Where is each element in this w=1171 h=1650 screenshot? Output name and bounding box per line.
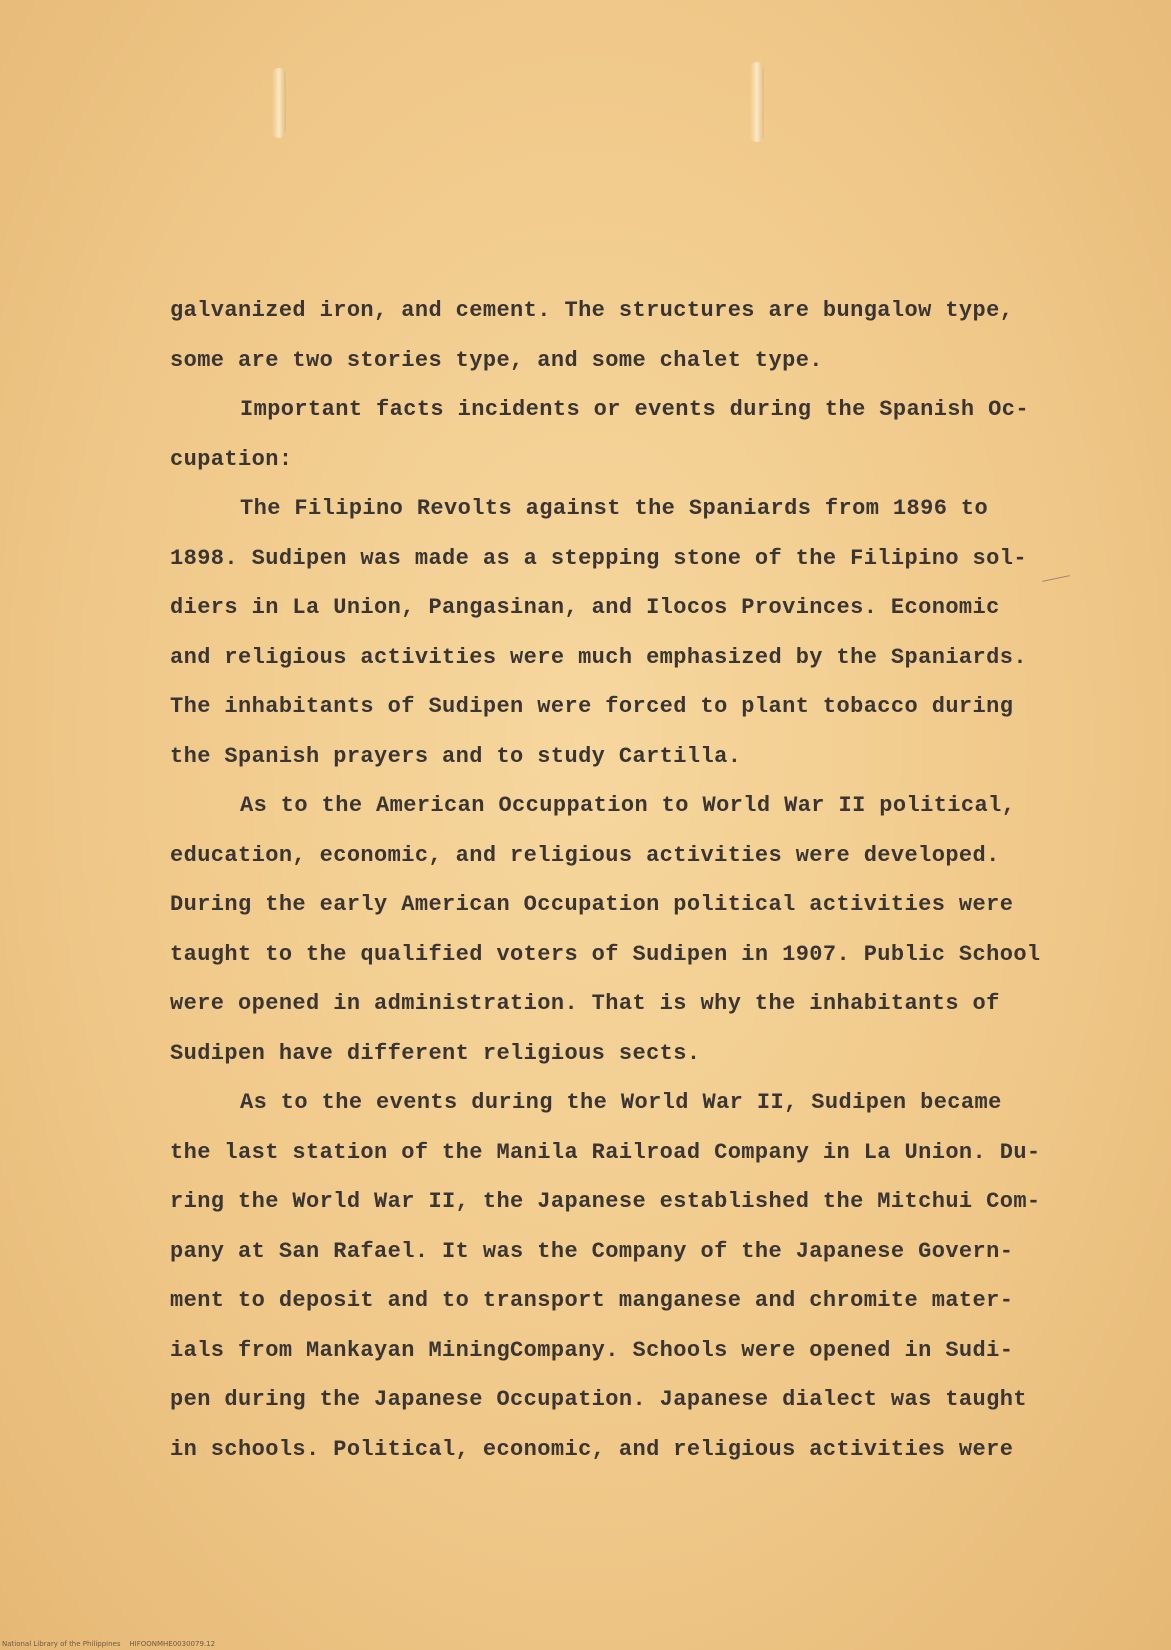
text-line: Important facts incidents or events during the Spanish Oc-	[240, 397, 1029, 422]
text-line: ring the World War II, the Japanese established the Mitchui Com-	[170, 1189, 1041, 1214]
library-footer: National Library of the Philippines HIFOONMHE0030079.12	[2, 1640, 216, 1648]
text-line: As to the events during the World War II, Sudipen became	[240, 1090, 1002, 1115]
paper-fold-left	[272, 68, 286, 138]
text-line: During the early American Occupation political activities were	[170, 892, 1014, 917]
text-line: diers in La Union, Pangasinan, and Ilocos Provinces. Economic	[170, 595, 1000, 620]
text-line: taught to the qualified voters of Sudipen in 1907. Public School	[170, 941, 1041, 967]
text-line: Sudipen have different religious sects.	[170, 1040, 701, 1066]
text-line: education, economic, and religious activities were developed.	[170, 842, 1000, 868]
text-line: were opened in administration. That is why the inhabitants of	[170, 991, 1000, 1016]
text-line: some are two stories type, and some chalet type.	[170, 347, 823, 373]
text-line: in schools. Political, economic, and religious activities were	[170, 1436, 1014, 1462]
text-line: and religious activities were much emphasized by the Spaniards.	[170, 644, 1027, 670]
typed-text-body	[170, 286, 1050, 1474]
text-line: pen during the Japanese Occupation. Japanese dialect was taught	[170, 1387, 1027, 1412]
text-line: the last station of the Manila Railroad Company in La Union. Du-	[170, 1139, 1041, 1165]
text-line: the Spanish prayers and to study Cartilla.	[170, 743, 742, 769]
text-line: pany at San Rafael. It was the Company of the Japanese Govern-	[170, 1238, 1014, 1264]
text-line: 1898. Sudipen was made as a stepping stone of the Filipino sol-	[170, 545, 1027, 571]
text-line: ials from Mankayan MiningCompany. Schools were opened in Sudi-	[170, 1337, 1014, 1363]
text-line: As to the American Occuppation to World War II political,	[240, 793, 1016, 818]
text-line: The inhabitants of Sudipen were forced to plant tobacco during	[170, 694, 1014, 719]
text-line: The Filipino Revolts against the Spaniards from 1896 to	[240, 496, 989, 521]
paper-fold-right	[750, 62, 764, 142]
text-line: ment to deposit and to transport manganese and chromite mater-	[170, 1288, 1014, 1313]
text-line: galvanized iron, and cement. The structures are bungalow type,	[170, 298, 1014, 323]
text-line: cupation:	[170, 446, 293, 472]
